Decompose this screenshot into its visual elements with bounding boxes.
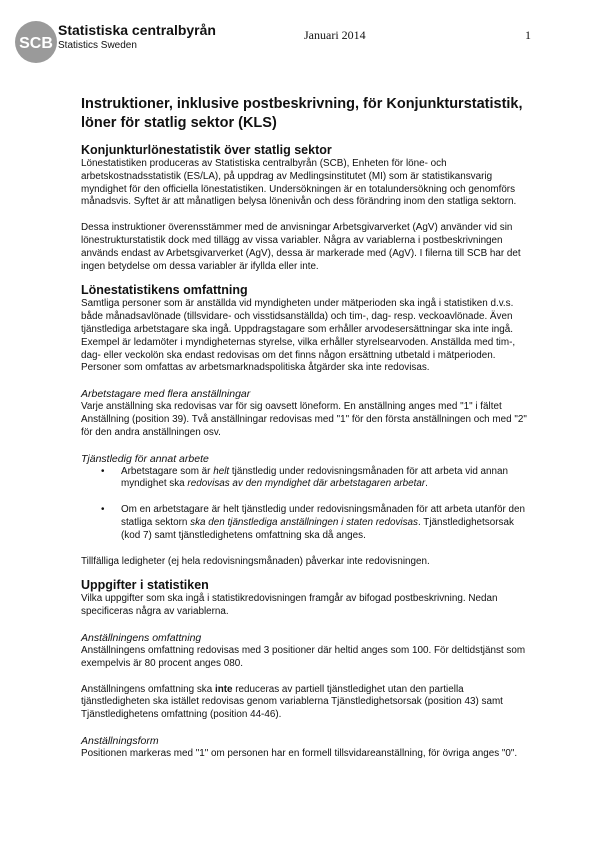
logo-text: SCB xyxy=(19,35,53,52)
paragraph: Positionen markeras med "1" om personen har en formell tillsvidareanställning, för övriga anges "0". xyxy=(81,747,518,759)
paragraph: Tillfälliga ledigheter (ej hela redovisningsmånaden) påverkar inte redovisningen. xyxy=(81,555,430,567)
document-date: Januari 2014 xyxy=(304,28,366,42)
subheading-flera-anstallningar: Arbetstagare med flera anställningar xyxy=(81,388,251,401)
subheading-anstallningens-omfattning: Anställningens omfattning xyxy=(81,631,202,644)
paragraph: Lönestatistiken produceras av Statistiska centralbyrån (SCB), Enheten för löne- och arbetskostnadsstatistik (ES/LA), på uppdrag av Medlingsinstitutet (MI) som är statistikansvarig myndighet för den officiella lönestatistiken. Undersökningen är en totalundersökning och genomförs månadsvis. Syftet är att månatligen belysa lönenivån och dess förändring inom den statliga sektorn. xyxy=(81,158,517,208)
document-title: Instruktioner, inklusive postbeskrivning, för Konjunkturstatistik, löner för statlig sektor (KLS) xyxy=(81,96,523,131)
org-name: Statistiska centralbyrån xyxy=(58,22,216,38)
section-heading-uppgifter: Uppgifter i statistiken xyxy=(81,578,209,593)
list-item: • Om en arbetstagare är helt tjänstledig under redovisningsmånaden för att arbeta utanför den statliga sektorn ska den tjänstlediga anställningen i staten redovisas. Tjänstledighetsorsak (kod 7) samt tjänstledighetens omfattning ska då anges. xyxy=(101,504,526,541)
subheading-tjanstledig: Tjänstledig för annat arbete xyxy=(81,452,209,465)
list-item: • Arbetstagare som är helt tjänstledig under redovisningsmånaden för att arbeta vid annan myndighet ska redovisas av den myndighet där arbetstagaren arbetar. xyxy=(101,465,509,490)
org-name-en: Statistics Sweden xyxy=(58,40,137,51)
section-heading-konjunktur: Konjunkturlönestatistik över statlig sektor xyxy=(81,143,332,157)
subheading-anstallningsform: Anställningsform xyxy=(81,734,159,747)
paragraph: Dessa instruktioner överensstämmer med de anvisningar Arbetsgivarverket (AgV) använder vid sin lönestrukturstatistik dock med tillägg av vissa variabler. Några av variablerna i postbeskrivningen används endast av Arbetsgivarverket (AgV), dessa är markerade med (AgV). I filerna till SCB har det ingen betydelse om dessa variabler är ifyllda eller inte. xyxy=(81,222,521,272)
page-number: 1 xyxy=(525,28,531,42)
paragraph: Samtliga personer som är anställda vid myndigheten under mätperioden ska ingå i statistiken d.v.s. både månadsavlönade (tillsvidare- och visstidsanställda) och tim-, dag- resp. veckoavlönade. Även tjänstlediga arbetstagare ska ingå. Uppdragstagare som erhåller arvodesersättningar ska inte ingå. Exempel är ledamöter i myndigheternas styrelse, vilka erhåller styrelsearvoden. Anställda med tim-, dag- eller veckolön ska endast redovisas om det finns någon ersättning utbetald i mätperioden. Personer som omfattas av arbetsmarknadspolitiska åtgärder ska inte redovisas. xyxy=(81,298,516,374)
section-heading-omfattning: Lönestatistikens omfattning xyxy=(81,283,248,298)
paragraph: Anställningens omfattning redovisas med 3 positioner där heltid anges som 100. För deltidstjänst som exempelvis är 80 procent anges 080. xyxy=(81,644,526,669)
document-body xyxy=(81,95,531,761)
bullet-icon: • xyxy=(101,504,105,516)
scb-logo xyxy=(14,20,58,64)
paragraph: Vilka uppgifter som ska ingå i statistikredovisningen framgår av bifogad postbeskrivning. Nedan specificeras några av variablerna. xyxy=(81,593,498,618)
paragraph: Anställningens omfattning ska inte reduceras av partiell tjänstledighet utan den partiella tjänstledigheten ska istället redovisas genom variablerna Tjänstledighetsorsak (position 43) samt Tjänstledighetens omfattning (position 44-46). xyxy=(81,683,503,721)
bullet-icon: • xyxy=(101,465,105,477)
bullet-list xyxy=(81,466,531,543)
paragraph: Varje anställning ska redovisas var för sig oavsett löneform. En anställning anges med "1" i fältet Anställning (position 39). Två anställningar redovisas med "1" för den första anställningen och med "2" för den andra anställningen osv. xyxy=(81,401,527,438)
